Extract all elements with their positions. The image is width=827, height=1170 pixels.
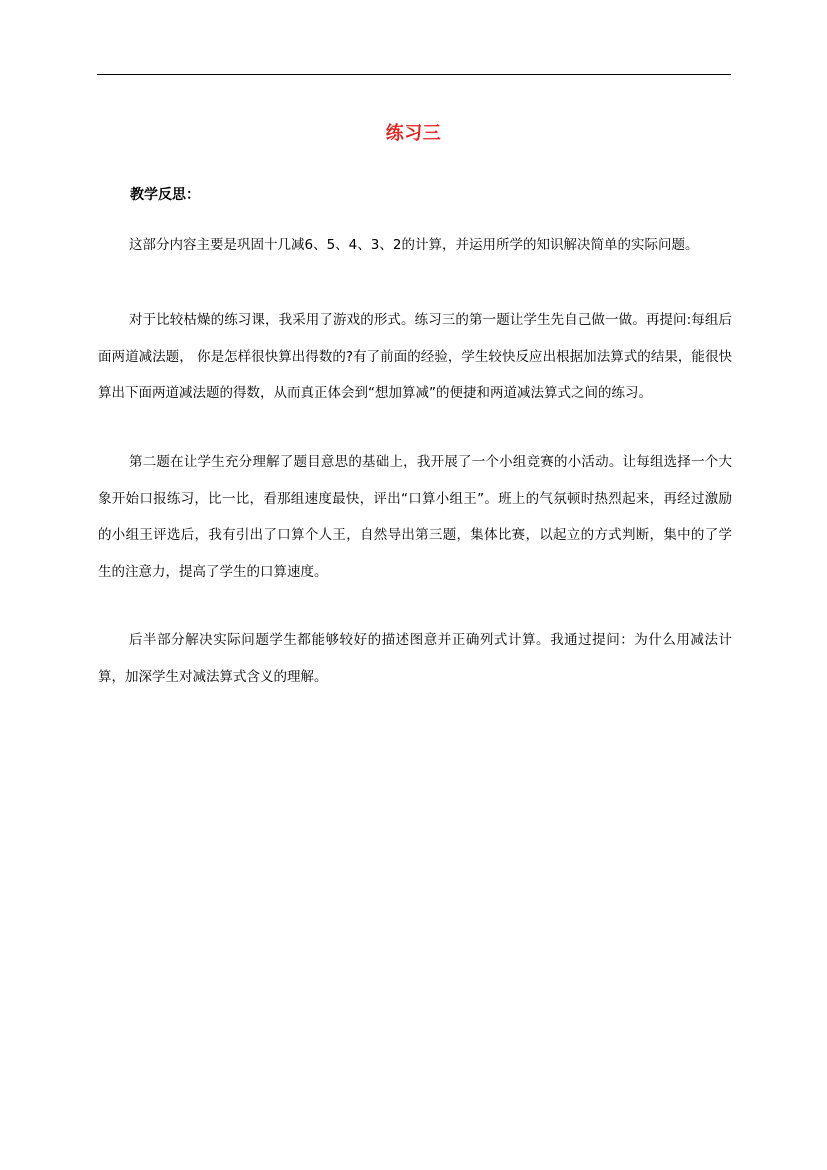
paragraph-3: 第二题在让学生充分理解了题目意思的基础上，我开展了一个小组竞赛的小活动。让每组选择一个大象开始口报练习，比一比，看那组速度最快，评出“口算小组王”。班上的气氛顿时热烈起来，再经过激励的小组王评选后，我有引出了口算个人王，自然导出第三题，集体比赛，以起立的方式判断，集中的了学生的注意力，提高了学生的口算速度。 [98,454,732,580]
header-rule [97,74,731,75]
paragraph-1: 这部分内容主要是巩固十几减6、5、4、3、2的计算，并运用所学的知识解决简单的实际问题。 [129,237,699,253]
page-title: 练习三 [385,123,442,144]
paragraph-4: 后半部分解决实际问题学生都能够较好的描述图意并正确列式计算。我通过提问：为什么用减法计算，加深学生对减法算式含义的理解。 [98,632,732,685]
section-heading: 教学反思： [130,187,200,203]
paragraph-2: 对于比较枯燥的练习课，我采用了游戏的形式。练习三的第一题让学生先自己做一做。再提问:每组后面两道减法题， 你是怎样很快算出得数的?有了前面的经验，学生较快反应出根据加法算式的结果，能很快算出下面两道减法题的得数，从而真正体会到“想加算减”的便捷和两道减法算式之间的练习。 [98,312,732,401]
